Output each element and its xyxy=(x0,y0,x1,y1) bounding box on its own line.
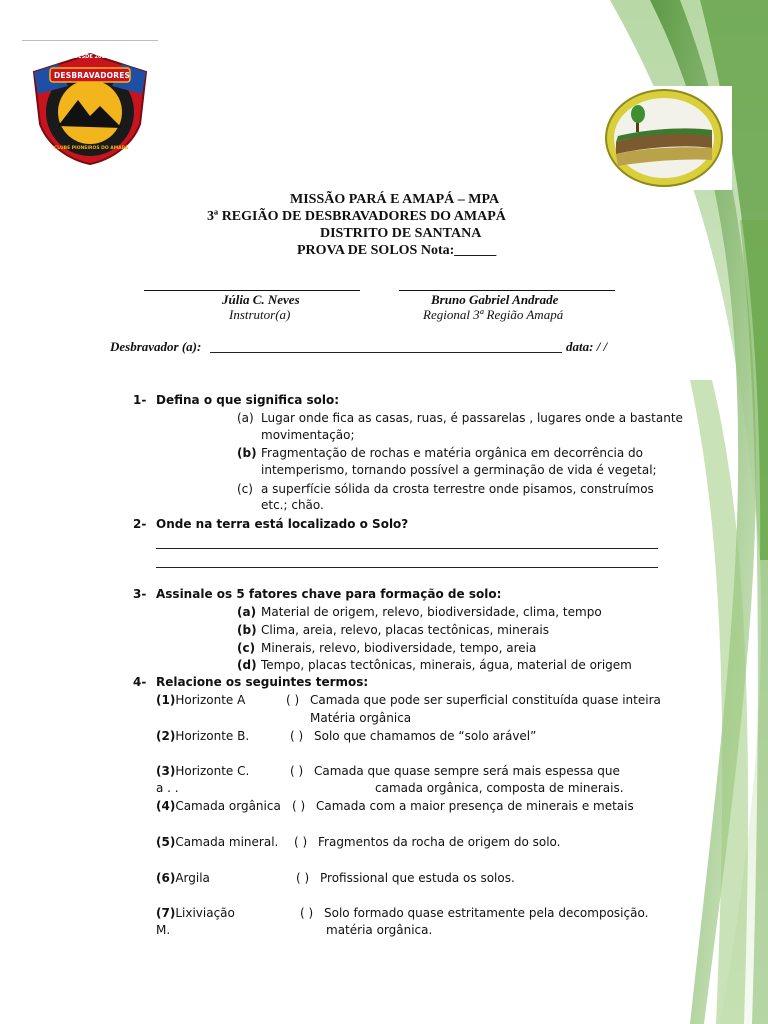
q3-text: Assinale os 5 fatores chave para formação de solo: xyxy=(156,587,502,601)
q3-option-c-text: Minerais, relevo, biodiversidade, tempo, areia xyxy=(261,641,537,655)
soil-badge-icon xyxy=(602,86,732,190)
q4-item-7-desc2: matéria orgânica. xyxy=(326,923,433,937)
q4-item-4-paren[interactable]: ( ) xyxy=(292,799,306,813)
q4-item-5-term: (5)Camada mineral. xyxy=(156,835,279,849)
regional-name: Bruno Gabriel Andrade xyxy=(431,292,559,307)
student-name-field[interactable] xyxy=(210,352,562,353)
q4-item-1-term: (1)Horizonte A xyxy=(156,693,246,707)
q3-option-a-text: Material de origem, relevo, biodiversidade, clima, tempo xyxy=(261,605,602,619)
q4-item-2-term: (2)Horizonte B. xyxy=(156,729,250,743)
q4-item-3-paren[interactable]: ( ) xyxy=(290,764,304,778)
q1-option-c-line1: a superfície sólida da crosta terrestre onde pisamos, construímos xyxy=(261,482,654,496)
q4-item-7-term: (7)Lixiviação xyxy=(156,906,235,920)
q1-option-c-line2: etc.; chão. xyxy=(261,498,324,512)
logo-banner-text: DESBRAVADORES xyxy=(54,71,131,80)
q3-option-c-letter[interactable]: (c) xyxy=(237,641,256,655)
q4-item-5-paren[interactable]: ( ) xyxy=(294,835,308,849)
q1-option-b-line2: intemperismo, tornando possível a germinação de vida é vegetal; xyxy=(261,463,657,477)
q4-item-5-desc: Fragmentos da rocha de origem do solo. xyxy=(318,835,561,849)
q1-option-b-line1: Fragmentação de rochas e matéria orgânica em decorrência do xyxy=(261,446,643,460)
header-district: DISTRITO DE SANTANA xyxy=(320,226,482,241)
q1-option-b-letter[interactable]: (b) xyxy=(237,446,257,460)
q4-item-7-paren[interactable]: ( ) xyxy=(300,906,314,920)
q4-text: Relacione os seguintes termos: xyxy=(156,675,369,689)
q3-option-d-text: Tempo, placas tectônicas, minerais, água, material de origem xyxy=(261,658,632,672)
q4-number: 4- xyxy=(133,675,147,689)
date-label: data: / / xyxy=(566,339,608,354)
logo-top-text: DESDE 2016 xyxy=(74,54,109,60)
q3-option-b-text: Clima, areia, relevo, placas tectônicas, minerais xyxy=(261,623,549,637)
q1-option-a-line1: Lugar onde fica as casas, ruas, é passarelas , lugares onde a bastante xyxy=(261,411,683,425)
desbravadores-logo xyxy=(28,50,152,166)
student-label: Desbravador (a): xyxy=(110,339,202,354)
q4-item-6-paren[interactable]: ( ) xyxy=(296,871,310,885)
q3-option-d-letter[interactable]: (d) xyxy=(237,658,257,672)
q1-number: 1- xyxy=(133,393,147,407)
instructor-role: Instrutor(a) xyxy=(229,307,291,322)
q1-option-c-letter[interactable]: (c) xyxy=(237,482,253,496)
instructor-name: Júlia C. Neves xyxy=(222,292,300,307)
regional-role: Regional 3ª Região Amapá xyxy=(423,307,564,322)
signature-line-regional xyxy=(399,290,615,291)
q4-item-4-term: (4)Camada orgânica xyxy=(156,799,281,813)
q3-option-a-letter[interactable]: (a) xyxy=(237,605,257,619)
q4-item-7-extra: M. xyxy=(156,923,171,937)
q4-item-4-desc: Camada com a maior presença de minerais e metais xyxy=(316,799,634,813)
q4-item-3-desc: Camada que quase sempre será mais espessa que xyxy=(314,764,620,778)
q4-item-2-paren[interactable]: ( ) xyxy=(290,729,304,743)
signature-line-instructor xyxy=(144,290,360,291)
q1-option-a-letter[interactable]: (a) xyxy=(237,411,254,425)
header-title: PROVA DE SOLOS Nota:______ xyxy=(297,243,497,258)
q2-answer-line-2[interactable] xyxy=(156,567,658,568)
q4-item-3-extra: a . . xyxy=(156,781,179,795)
header-region: 3ª REGIÃO DE DESBRAVADORES DO AMAPÁ xyxy=(207,209,506,224)
q2-number: 2- xyxy=(133,517,147,531)
q2-answer-line-1[interactable] xyxy=(156,548,658,549)
q4-item-3-desc2: camada orgânica, composta de minerais. xyxy=(375,781,624,795)
q4-item-6-desc: Profissional que estuda os solos. xyxy=(320,871,515,885)
logo-ring-text: CLUBE PIONEIROS DO AMAPÁ xyxy=(54,146,129,151)
top-rule xyxy=(22,40,158,41)
q2-text: Onde na terra está localizado o Solo? xyxy=(156,517,409,531)
header-mission: MISSÃO PARÁ E AMAPÁ – MPA xyxy=(290,192,500,207)
q3-number: 3- xyxy=(133,587,147,601)
q1-option-a-line2: movimentação; xyxy=(261,428,355,442)
q4-item-1-desc2: Matéria orgânica xyxy=(310,711,412,725)
q1-text: Defina o que significa solo: xyxy=(156,393,340,407)
q4-item-1-paren[interactable]: ( ) xyxy=(286,693,300,707)
q4-item-7-desc: Solo formado quase estritamente pela decomposição. xyxy=(324,906,649,920)
q3-option-b-letter[interactable]: (b) xyxy=(237,623,257,637)
q4-item-6-term: (6)Argila xyxy=(156,871,210,885)
q4-item-3-term: (3)Horizonte C. xyxy=(156,764,250,778)
q4-item-1-desc: Camada que pode ser superficial constituída quase inteira xyxy=(310,693,661,707)
q4-item-2-desc: Solo que chamamos de “solo arável” xyxy=(314,729,537,743)
